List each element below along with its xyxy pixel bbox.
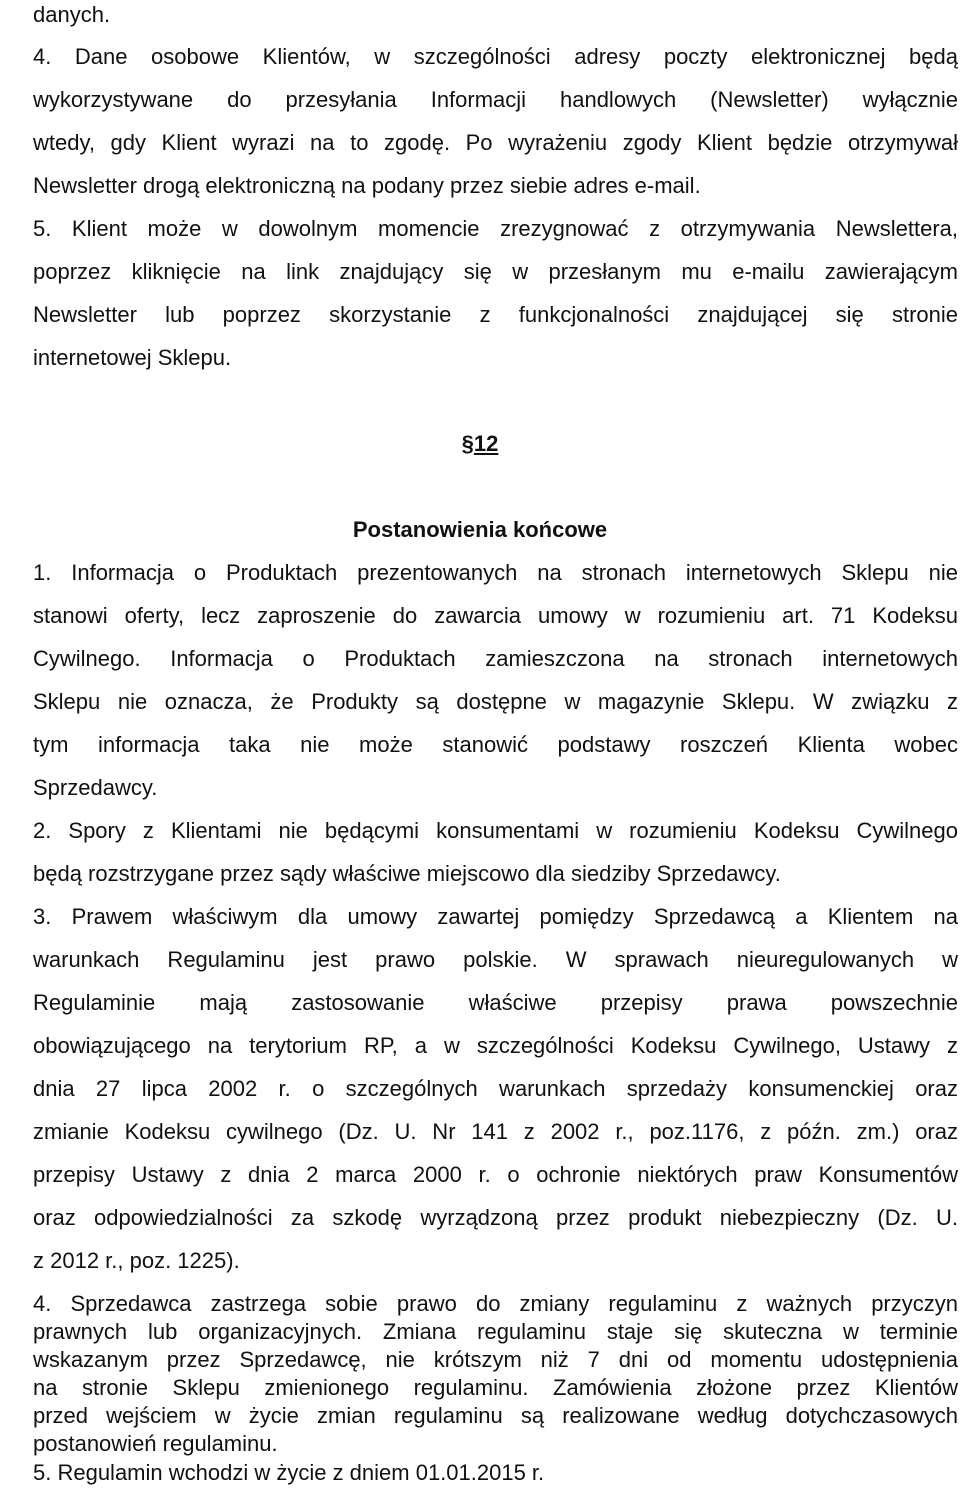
paragraph-line: postanowień regulaminu. [33, 1431, 278, 1456]
paragraph-line: dnia 27 lipca 2002 r. o szczególnych warunkach sprzedaży konsumenckiej oraz [33, 1076, 958, 1101]
paragraph-line: Regulaminie mają zastosowanie właściwe przepisy prawa powszechnie [33, 990, 958, 1015]
paragraph-line: oraz odpowiedzialności za szkodę wyrządzoną przez produkt niebezpieczny (Dz. U. [33, 1205, 958, 1230]
paragraph-line: prawnych lub organizacyjnych. Zmiana regulaminu staje się skuteczna w terminie [33, 1319, 958, 1344]
paragraph-line: wskazanym przez Sprzedawcę, nie krótszym niż 7 dni od momentu udostępnienia [33, 1347, 958, 1372]
section-number [0, 431, 960, 457]
paragraph-line: 5. Klient może w dowolnym momencie zrezygnować z otrzymywania Newslettera, [33, 216, 958, 241]
paragraph-line: obowiązującego na terytorium RP, a w szczególności Kodeksu Cywilnego, Ustawy z [33, 1033, 958, 1058]
paragraph-line: Newsletter drogą elektroniczną na podany przez siebie adres e-mail. [33, 173, 701, 198]
paragraph-line: 1. Informacja o Produktach prezentowanych na stronach internetowych Sklepu nie [33, 560, 958, 585]
paragraph-line: z 2012 r., poz. 1225). [33, 1248, 240, 1273]
paragraph-line: wykorzystywane do przesyłania Informacji handlowych (Newsletter) wyłącznie [33, 87, 958, 112]
paragraph-line: stanowi oferty, lecz zaproszenie do zawarcia umowy w rozumieniu art. 71 Kodeksu [33, 603, 958, 628]
paragraph-line: 4. Sprzedawca zastrzega sobie prawo do zmiany regulaminu z ważnych przyczyn [33, 1291, 958, 1316]
section-symbol: § [461, 431, 474, 456]
paragraph-line: na stronie Sklepu zmienionego regulaminu. Zamówienia złożone przez Klientów [33, 1375, 958, 1400]
paragraph-line: Newsletter lub poprzez skorzystanie z funkcjonalności znajdującej się stronie [33, 302, 958, 327]
paragraph-line: poprzez kliknięcie na link znajdujący się w przesłanym mu e-mailu zawierającym [33, 259, 958, 284]
paragraph-line: Sklepu nie oznacza, że Produkty są dostępne w magazynie Sklepu. W związku z [33, 689, 958, 714]
text-fragment: danych. [33, 2, 111, 27]
paragraph-line: 5. Regulamin wchodzi w życie z dniem 01.01.2015 r. [33, 1460, 545, 1485]
paragraph-line: 3. Prawem właściwym dla umowy zawartej pomiędzy Sprzedawcą a Klientem na [33, 904, 958, 929]
section-number-value: 12 [473, 431, 499, 456]
paragraph-line: 2. Spory z Klientami nie będącymi konsumentami w rozumieniu Kodeksu Cywilnego [33, 818, 958, 843]
paragraph-line: Sprzedawcy. [33, 775, 158, 800]
paragraph-line: internetowej Sklepu. [33, 345, 232, 370]
paragraph-line: tym informacja taka nie może stanowić podstawy roszczeń Klienta wobec [33, 732, 958, 757]
paragraph-line: 4. Dane osobowe Klientów, w szczególności adresy poczty elektronicznej będą [33, 44, 958, 69]
paragraph-line: warunkach Regulaminu jest prawo polskie. W sprawach nieuregulowanych w [33, 947, 958, 972]
paragraph-line: przepisy Ustawy z dnia 2 marca 2000 r. o ochronie niektórych praw Konsumentów [33, 1162, 958, 1187]
paragraph-line: będą rozstrzygane przez sądy właściwe miejscowo dla siedziby Sprzedawcy. [33, 861, 781, 886]
paragraph-line: zmianie Kodeksu cywilnego (Dz. U. Nr 141 z 2002 r., poz.1176, z późn. zm.) oraz [33, 1119, 958, 1144]
paragraph-line: Cywilnego. Informacja o Produktach zamieszczona na stronach internetowych [33, 646, 958, 671]
paragraph-line: przed wejściem w życie zmian regulaminu są realizowane według dotychczasowych [33, 1403, 958, 1428]
paragraph-line: wtedy, gdy Klient wyrazi na to zgodę. Po wyrażeniu zgody Klient będzie otrzymywał [33, 130, 958, 155]
section-title: Postanowienia końcowe [352, 517, 608, 542]
